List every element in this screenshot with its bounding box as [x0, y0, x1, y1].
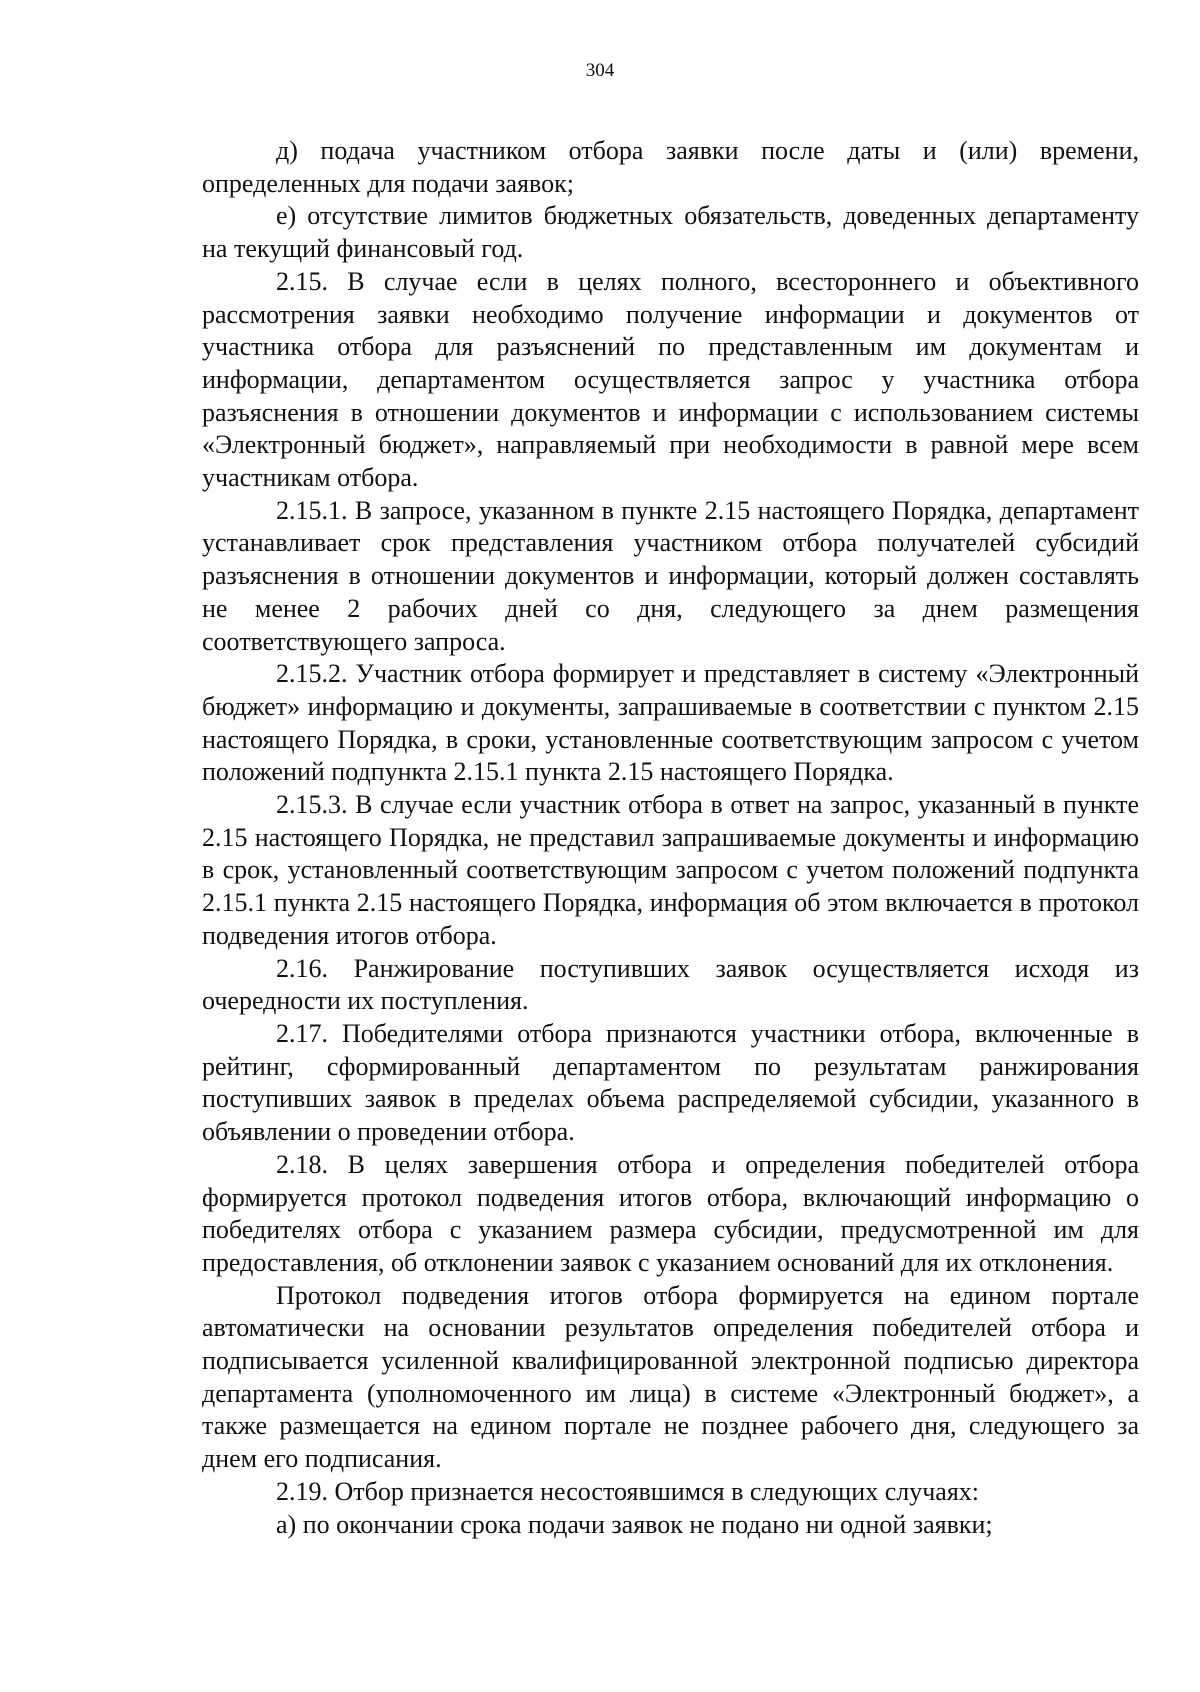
paragraph-2-15-1: 2.15.1. В запросе, указанном в пункте 2.15 настоящего Порядка, департамент устанавливает срок представления участником отбора получателей субсидий разъяснения в отношении документов и информации, который должен составлять не менее 2 рабочих дней со дня, следующего за днем размещения соответствующего запроса. [202, 495, 1139, 656]
paragraph-2-17: 2.17. Победителями отбора признаются участники отбора, включенные в рейтинг, сформированный департаментом по результатам ранжирования поступивших заявок в пределах объема распределяемой субсидии, указанного в объявлении о проведении отбора. [202, 1018, 1139, 1147]
paragraph-2-15-3: 2.15.3. В случае если участник отбора в ответ на запрос, указанный в пункте 2.15 настоящего Порядка, не представил запрашиваемые документы и информацию в срок, установленный соответствующим запросом с учетом положений подпункта 2.15.1 пункта 2.15 настоящего Порядка, информация об этом включается в протокол подведения итогов отбора. [202, 790, 1139, 950]
paragraph-item-d: д) подача участником отбора заявки после даты и (или) времени, определенных для подачи заявок; [202, 136, 1139, 198]
document-body [202, 135, 1139, 1541]
paragraph-protocol: Протокол подведения итогов отбора формируется на едином портале автоматически на основании результатов определения победителей отбора и подписывается усиленной квалифицированной электронной подписью директора департамента (уполномоченного им лица) в системе «Электронный бюджет», а также размещается на едином портале не позднее рабочего дня, следующего за днем его подписания. [202, 1280, 1139, 1474]
paragraph-2-15-2: 2.15.2. Участник отбора формирует и представляет в систему «Электронный бюджет» информацию и документы, запрашиваемые в соответствии с пунктом 2.15 настоящего Порядка, в сроки, установленные соответствующим запросом с учетом положений подпункта 2.15.1 пункта 2.15 настоящего Порядка. [202, 659, 1139, 787]
paragraph-2-18: 2.18. В целях завершения отбора и определения победителей отбора формируется протокол подведения итогов отбора, включающий информацию о победителях отбора с указанием размера субсидии, предусмотренной им для предоставления, об отклонении заявок с указанием оснований для их отклонения. [202, 1149, 1139, 1277]
paragraph-item-e: е) отсутствие лимитов бюджетных обязательств, доведенных департаменту на текущий финансовый год. [202, 201, 1139, 264]
paragraph-item-a: а) по окончании срока подачи заявок не подано ни одной заявки; [276, 1509, 993, 1539]
paragraph-2-15: 2.15. В случае если в целях полного, всестороннего и объективного рассмотрения заявки необходимо получение информации и документов от участника отбора для разъяснений по представленным им документам и информации, департаментом осуществляется запрос у участника отбора разъяснения в отношении документов и информации с использованием системы «Электронный бюджет», направляемый при необходимости в равной мере всем участникам отбора. [202, 266, 1139, 493]
paragraph-2-16: 2.16. Ранжирование поступивших заявок осуществляется исходя из очередности их поступления. [202, 953, 1139, 1016]
page-number: 304 [585, 60, 615, 81]
paragraph-2-19: 2.19. Отбор признается несостоявшимся в следующих случаях: [276, 1476, 980, 1506]
